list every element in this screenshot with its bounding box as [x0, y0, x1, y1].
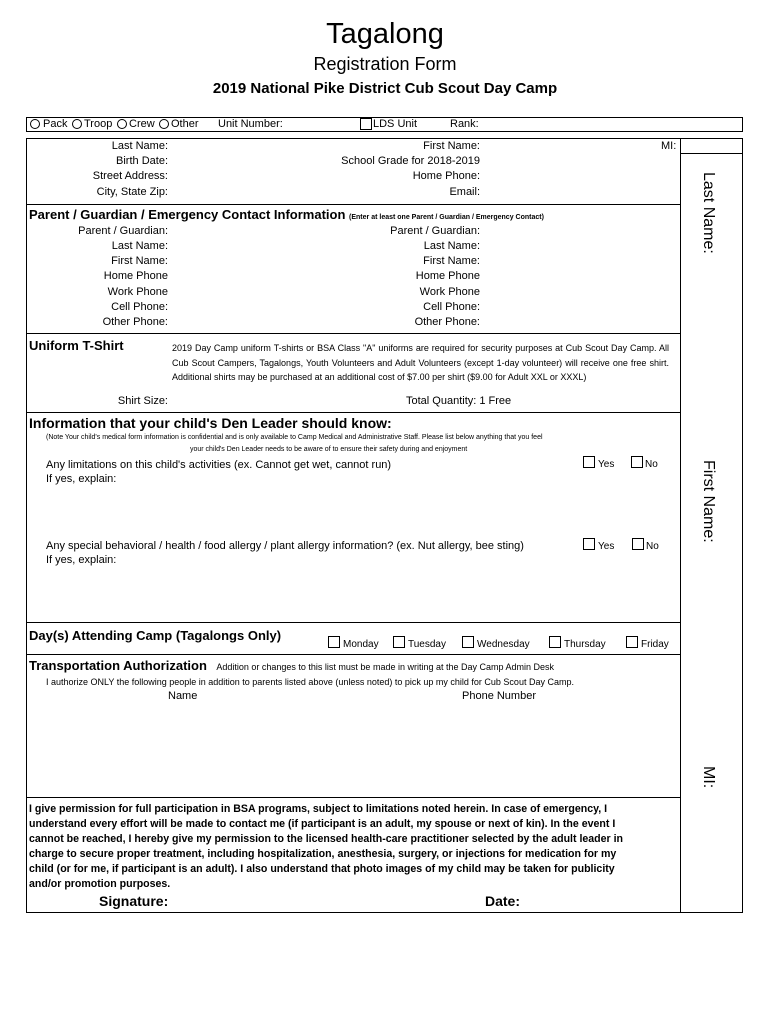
thursday-label: Thursday — [564, 639, 606, 650]
troop-radio[interactable] — [72, 119, 82, 129]
transport-note: Addition or changes to this list must be made in writing at the Day Camp Admin Desk — [216, 662, 555, 672]
guardian-left-4: Work Phone — [107, 286, 168, 298]
side-first-name: First Name: — [700, 460, 717, 543]
allergy-yes-checkbox[interactable] — [583, 538, 595, 550]
guardian-right-6: Other Phone: — [414, 316, 480, 328]
lds-unit-label: LDS Unit — [373, 118, 418, 130]
guardian-left-2: First Name: — [111, 255, 168, 267]
permission-line-1: I give permission for full participation in BSA programs, subject to limitations noted herein. In case of emergency, I — [29, 803, 608, 815]
camper-city-label: City, State Zip: — [96, 186, 168, 198]
tuesday-checkbox[interactable] — [393, 636, 405, 648]
transport-authorize: I authorize ONLY the following people in addition to parents listed above (unless noted) to pick up my child for Cub Scout Day Camp. — [46, 677, 574, 687]
thursday-checkbox[interactable] — [549, 636, 561, 648]
troop-label: Troop — [84, 118, 113, 130]
guardian-left-5: Cell Phone: — [111, 301, 168, 313]
den-leader-heading: Information that your child's Den Leader should know: — [29, 415, 392, 431]
camper-email-label: Email: — [449, 186, 480, 198]
date-label: Date: — [485, 893, 521, 909]
transport-phone-column: Phone Number — [462, 690, 536, 702]
shirt-quantity: Total Quantity: 1 Free — [406, 395, 512, 407]
guardian-heading-text: Parent / Guardian / Emergency Contact Information — [29, 207, 346, 222]
monday-checkbox[interactable] — [328, 636, 340, 648]
permission-line-4: charge to secure proper treatment, including hospitalization, anesthesia, surgery, or injections for medication for my — [29, 848, 617, 860]
lds-unit-checkbox[interactable] — [360, 118, 372, 130]
guardian-right-5: Cell Phone: — [423, 301, 480, 313]
allergy-no-checkbox[interactable] — [632, 538, 644, 550]
guardian-right-1: Last Name: — [423, 240, 480, 252]
camper-first-name-label: First Name: — [423, 140, 480, 152]
camper-street-label: Street Address: — [92, 170, 168, 182]
camper-mi-label: MI: — [661, 140, 677, 152]
wednesday-label: Wednesday — [477, 639, 530, 650]
transport-name-column: Name — [168, 690, 198, 702]
allergy-yes-label: Yes — [598, 541, 615, 552]
rank-label: Rank: — [450, 118, 479, 130]
limitations-explain: If yes, explain: — [46, 473, 117, 485]
transport-heading-row — [29, 657, 554, 675]
camper-last-name-label: Last Name: — [111, 140, 168, 152]
permission-line-6: and/or promotion purposes. — [29, 878, 171, 890]
monday-label: Monday — [343, 639, 379, 650]
limitations-yes-label: Yes — [598, 459, 615, 470]
guardian-left-3: Home Phone — [103, 270, 168, 282]
guardian-right-4: Work Phone — [419, 286, 480, 298]
guardian-note: (Enter at least one Parent / Guardian / Emergency Contact) — [349, 214, 544, 221]
days-heading: Day(s) Attending Camp (Tagalongs Only) — [29, 628, 282, 643]
tuesday-label: Tuesday — [408, 639, 446, 650]
shirt-size-label: Shirt Size: — [117, 395, 168, 407]
friday-checkbox[interactable] — [626, 636, 638, 648]
limitations-no-label: No — [645, 459, 658, 470]
guardian-left-6: Other Phone: — [102, 316, 168, 328]
limitations-question: Any limitations on this child's activities (ex. Cannot get wet, cannot run) — [46, 459, 392, 471]
other-label: Other — [171, 118, 199, 130]
form-title: Tagalong — [326, 18, 444, 50]
pack-radio[interactable] — [30, 119, 40, 129]
tshirt-text: 2019 Day Camp uniform T-shirts or BSA Class "A" uniforms are required for security purposes at Cub Scout Day Camp. All Cub Scout Campers, Tagalongs, Youth Volunteers and Adult Volunteers (except 1-day volunteer) will receive one free shirt. Additional shirts may be purchased at an additional cost of $7.00 per shirt ($9.00 for Adult XXL or XXXL) — [172, 343, 669, 382]
form-subtitle: Registration Form — [313, 54, 457, 74]
permission-line-2: understand every effort will be made to contact me (if participant is an adult, my spouse or next of kin). In the event I — [29, 818, 616, 830]
limitations-no-checkbox[interactable] — [631, 456, 643, 468]
unit-number-label: Unit Number: — [218, 118, 283, 130]
camper-home-phone-label: Home Phone: — [412, 170, 480, 182]
permission-line-3: cannot be reached, I hereby give my permission to the licensed health-care practitioner selected by the adult leader in — [29, 833, 624, 845]
tshirt-heading: Uniform T-Shirt — [29, 338, 124, 353]
event-title: 2019 National Pike District Cub Scout Day Camp — [212, 80, 558, 97]
den-leader-note-2: your child's Den Leader needs to be aware of to ensure their safety during and enjoyment — [190, 446, 468, 453]
guardian-right-2: First Name: — [423, 255, 480, 267]
guardian-heading — [29, 207, 544, 222]
permission-text — [29, 802, 623, 892]
pack-label: Pack — [43, 118, 68, 130]
guardian-right-3: Home Phone — [415, 270, 480, 282]
friday-label: Friday — [641, 639, 669, 650]
allergy-no-label: No — [646, 541, 659, 552]
permission-line-5: child (or for me, if participant is an adult). I also understand that photo images of my child may be taken for publicity — [29, 863, 615, 875]
den-leader-note-1: (Note Your child's medical form information is confidential and is only available to Camp Medical and Administrative Staff. Please list below anything that you feel — [46, 434, 543, 441]
crew-radio[interactable] — [117, 119, 127, 129]
side-last-name: Last Name: — [700, 172, 717, 254]
guardian-left-1: Last Name: — [111, 240, 168, 252]
guardian-right-0: Parent / Guardian: — [390, 225, 480, 237]
limitations-yes-checkbox[interactable] — [583, 456, 595, 468]
signature-label: Signature: — [99, 893, 169, 909]
transport-heading: Transportation Authorization — [29, 658, 207, 673]
guardian-left-0: Parent / Guardian: — [78, 225, 168, 237]
camper-grade-label: School Grade for 2018-2019 — [341, 155, 480, 167]
other-radio[interactable] — [159, 119, 169, 129]
crew-label: Crew — [129, 118, 155, 130]
wednesday-checkbox[interactable] — [462, 636, 474, 648]
allergy-explain: If yes, explain: — [46, 554, 117, 566]
allergy-question: Any special behavioral / health / food allergy / plant allergy information? (ex. Nut allergy, bee sting) — [46, 540, 524, 552]
camper-birth-date-label: Birth Date: — [116, 155, 168, 167]
side-mi: MI: — [700, 766, 717, 789]
